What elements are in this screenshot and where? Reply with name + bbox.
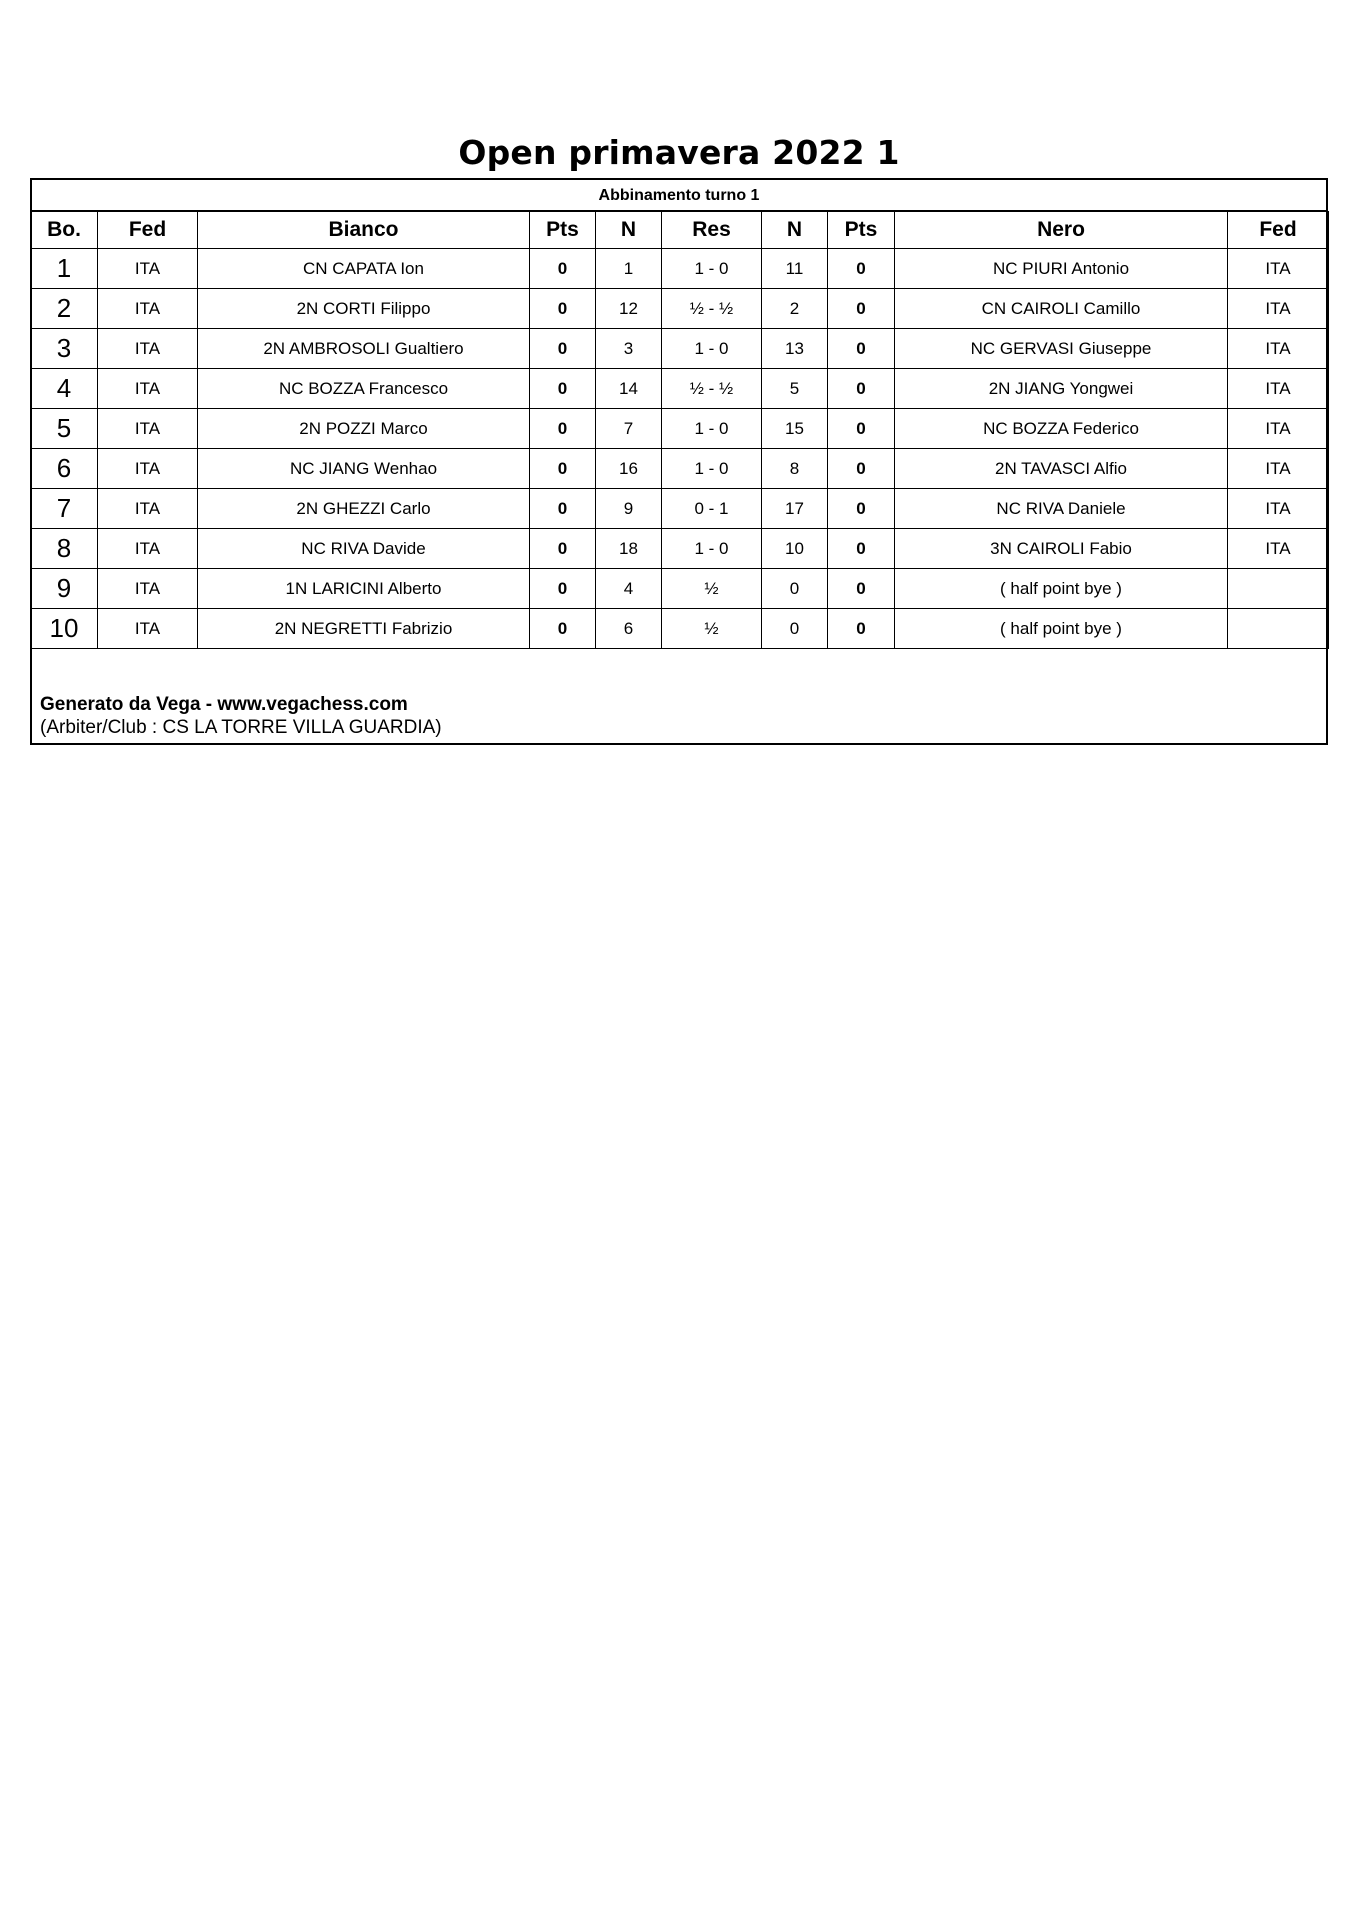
fed-black: ITA [1228, 529, 1329, 569]
pts-black: 0 [828, 489, 895, 529]
pts-black: 0 [828, 409, 895, 449]
pts-white: 0 [530, 449, 596, 489]
black-player: 2N TAVASCI Alfio [895, 449, 1228, 489]
n-white: 1 [596, 249, 662, 289]
n-white: 3 [596, 329, 662, 369]
black-player: NC GERVASI Giuseppe [895, 329, 1228, 369]
result: 1 - 0 [662, 249, 762, 289]
pts-white: 0 [530, 369, 596, 409]
result: 1 - 0 [662, 449, 762, 489]
board-number: 2 [31, 289, 98, 329]
black-player: CN CAIROLI Camillo [895, 289, 1228, 329]
n-black: 5 [762, 369, 828, 409]
table-row [31, 249, 1329, 289]
table-row [31, 409, 1329, 449]
table-row [31, 489, 1329, 529]
fed-white: ITA [98, 369, 198, 409]
fed-white: ITA [98, 529, 198, 569]
n-black: 10 [762, 529, 828, 569]
table-row [31, 529, 1329, 569]
white-player: 2N POZZI Marco [198, 409, 530, 449]
pts-white: 0 [530, 249, 596, 289]
pts-black: 0 [828, 289, 895, 329]
fed-white: ITA [98, 289, 198, 329]
col-header-board: Bo. [31, 212, 98, 249]
pts-black: 0 [828, 249, 895, 289]
black-player: ( half point bye ) [895, 569, 1228, 609]
col-header-fed-black: Fed [1228, 212, 1329, 249]
pairings-table [30, 211, 1329, 649]
round-subtitle: Abbinamento turno 1 [32, 180, 1326, 212]
pts-white: 0 [530, 409, 596, 449]
white-player: 1N LARICINI Alberto [198, 569, 530, 609]
white-player: CN CAPATA Ion [198, 249, 530, 289]
pts-white: 0 [530, 529, 596, 569]
table-row [31, 369, 1329, 409]
fed-black: ITA [1228, 449, 1329, 489]
white-player: NC BOZZA Francesco [198, 369, 530, 409]
n-black: 8 [762, 449, 828, 489]
board-number: 8 [31, 529, 98, 569]
n-black: 11 [762, 249, 828, 289]
fed-black: ITA [1228, 369, 1329, 409]
board-number: 3 [31, 329, 98, 369]
fed-white: ITA [98, 569, 198, 609]
board-number: 4 [31, 369, 98, 409]
board-number: 9 [31, 569, 98, 609]
black-player: ( half point bye ) [895, 609, 1228, 649]
pts-black: 0 [828, 449, 895, 489]
pts-black: 0 [828, 569, 895, 609]
n-white: 16 [596, 449, 662, 489]
black-player: NC PIURI Antonio [895, 249, 1228, 289]
fed-white: ITA [98, 409, 198, 449]
generated-by: Generato da Vega - www.vegachess.com [40, 694, 408, 715]
n-black: 13 [762, 329, 828, 369]
n-black: 2 [762, 289, 828, 329]
board-number: 6 [31, 449, 98, 489]
n-black: 0 [762, 609, 828, 649]
col-header-pts-black: Pts [828, 212, 895, 249]
fed-white: ITA [98, 329, 198, 369]
white-player: 2N GHEZZI Carlo [198, 489, 530, 529]
arbiter-club: (Arbiter/Club : CS LA TORRE VILLA GUARDIA) [40, 717, 442, 738]
n-black: 17 [762, 489, 828, 529]
n-white: 4 [596, 569, 662, 609]
white-player: 2N AMBROSOLI Gualtiero [198, 329, 530, 369]
white-player: 2N CORTI Filippo [198, 289, 530, 329]
result: 0 - 1 [662, 489, 762, 529]
pts-black: 0 [828, 329, 895, 369]
fed-white: ITA [98, 609, 198, 649]
black-player: NC BOZZA Federico [895, 409, 1228, 449]
col-header-fed-white: Fed [98, 212, 198, 249]
result: 1 - 0 [662, 529, 762, 569]
pts-black: 0 [828, 369, 895, 409]
pairings-body [31, 249, 1329, 649]
col-header-n-white: N [596, 212, 662, 249]
pts-white: 0 [530, 569, 596, 609]
pts-white: 0 [530, 329, 596, 369]
col-header-n-black: N [762, 212, 828, 249]
black-player: NC RIVA Daniele [895, 489, 1228, 529]
col-header-white: Bianco [198, 212, 530, 249]
col-header-pts-white: Pts [530, 212, 596, 249]
pts-black: 0 [828, 609, 895, 649]
n-white: 9 [596, 489, 662, 529]
table-row [31, 289, 1329, 329]
white-player: NC JIANG Wenhao [198, 449, 530, 489]
n-black: 15 [762, 409, 828, 449]
black-player: 2N JIANG Yongwei [895, 369, 1228, 409]
fed-black: ITA [1228, 329, 1329, 369]
fed-white: ITA [98, 249, 198, 289]
table-row [31, 609, 1329, 649]
pairings-frame [30, 178, 1328, 745]
table-row [31, 329, 1329, 369]
col-header-result: Res [662, 212, 762, 249]
col-header-black: Nero [895, 212, 1228, 249]
n-white: 7 [596, 409, 662, 449]
result: 1 - 0 [662, 409, 762, 449]
board-number: 10 [31, 609, 98, 649]
white-player: 2N NEGRETTI Fabrizio [198, 609, 530, 649]
result: ½ [662, 569, 762, 609]
n-black: 0 [762, 569, 828, 609]
n-white: 14 [596, 369, 662, 409]
result: 1 - 0 [662, 329, 762, 369]
pts-white: 0 [530, 609, 596, 649]
fed-white: ITA [98, 449, 198, 489]
table-row [31, 569, 1329, 609]
header-row [31, 212, 1329, 249]
n-white: 6 [596, 609, 662, 649]
result: ½ - ½ [662, 289, 762, 329]
table-row [31, 449, 1329, 489]
footer [40, 693, 442, 739]
pts-black: 0 [828, 529, 895, 569]
fed-white: ITA [98, 489, 198, 529]
pts-white: 0 [530, 289, 596, 329]
result: ½ [662, 609, 762, 649]
fed-black: ITA [1228, 409, 1329, 449]
board-number: 5 [31, 409, 98, 449]
n-white: 18 [596, 529, 662, 569]
fed-black [1228, 569, 1329, 609]
fed-black: ITA [1228, 289, 1329, 329]
board-number: 1 [31, 249, 98, 289]
black-player: 3N CAIROLI Fabio [895, 529, 1228, 569]
pts-white: 0 [530, 489, 596, 529]
page-title: Open primavera 2022 1 [458, 133, 900, 172]
fed-black: ITA [1228, 249, 1329, 289]
fed-black: ITA [1228, 489, 1329, 529]
board-number: 7 [31, 489, 98, 529]
white-player: NC RIVA Davide [198, 529, 530, 569]
fed-black [1228, 609, 1329, 649]
result: ½ - ½ [662, 369, 762, 409]
n-white: 12 [596, 289, 662, 329]
